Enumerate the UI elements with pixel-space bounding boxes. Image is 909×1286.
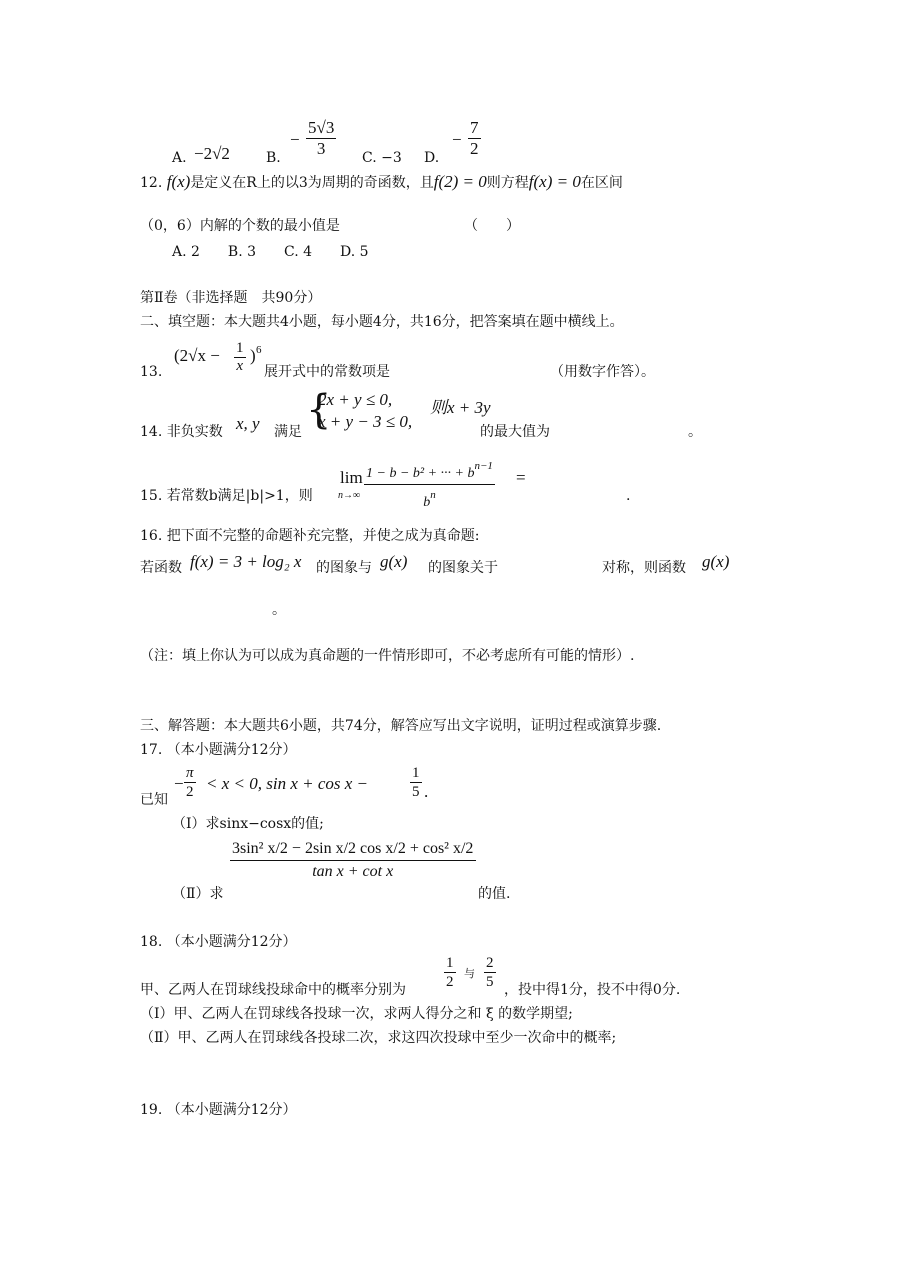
q12-line1: 12. f(x)是定义在R上的以3为周期的奇函数，且f(2) = 0则方程f(x) = 0在区间 bbox=[140, 172, 623, 191]
q18-statement: 甲、乙两人在罚球线投球命中的概率分别为 1 2 与 2 5 ，投中得1分，投不中得0分. bbox=[140, 955, 681, 998]
q11-option-b-fraction: 5√3 3 bbox=[308, 118, 335, 158]
q18-prob-2: 2 5 bbox=[486, 955, 494, 990]
q11-option-b-label: B. bbox=[266, 150, 281, 166]
q16-heading: 16. 把下面不完整的命题补充完整，并使之成为真命题: bbox=[140, 528, 480, 544]
q14-vars: x, y bbox=[236, 414, 260, 433]
q18-heading: 18. （本小题满分12分） bbox=[140, 934, 297, 950]
q17-one-fifth: 1 5 bbox=[412, 765, 420, 800]
q12-equation: f(x) = 0 bbox=[528, 172, 581, 191]
q15: 15. 若常数b满足|b|>1，则 lim n→∞ 1 − b − b² + ··· + $b^{n-1}$ $b^n$ = . bbox=[140, 456, 840, 504]
q18-part1: （Ⅰ）甲、乙两人在罚球线各投球一次，求两人得分之和 ξ 的数学期望; bbox=[140, 1006, 573, 1022]
q11-option-d-label: D. bbox=[424, 150, 440, 166]
q17-heading: 17. （本小题满分12分） bbox=[140, 742, 297, 758]
q17-pi-over-2: π 2 bbox=[186, 765, 194, 800]
q15-fraction: 1 − b − b² + ··· + $b^{n-1}$ $b^n$ bbox=[366, 460, 493, 510]
q16-statement: 若函数 f(x) = 3 + log₂ x 的图象与 g(x) 的图象关于 对称，则函数 g(x) bbox=[140, 552, 730, 576]
q13-note: （用数字作答）。 bbox=[550, 364, 655, 380]
q12-condition: f(2) = 0 bbox=[433, 172, 487, 191]
q13: 13. (2√x − 1 x ) 6 展开式中的常数项是 （用数字作答）。 bbox=[140, 340, 655, 380]
q14-objective: 则x + 3y bbox=[430, 398, 491, 417]
q12-line2: （0，6）内解的个数的最小值是 bbox=[140, 218, 340, 234]
q16-gx: g(x) bbox=[380, 552, 408, 571]
part2-section-heading: 二、填空题：本大题共4小题，每小题4分，共16分，把答案填在题中横线上。 bbox=[140, 314, 624, 330]
q11-option-a-value: −2√2 bbox=[194, 144, 230, 163]
q11-option-d-fraction: 7 2 bbox=[470, 118, 479, 158]
q12-answer-paren: （ ） bbox=[464, 218, 520, 234]
q17-given: 已知 − π 2 < x < 0, sin x + cos x − 1 5 . bbox=[140, 765, 429, 808]
q13-expression: (2√x − bbox=[174, 346, 220, 365]
q16-gx-2: g(x) bbox=[702, 552, 730, 571]
q18-part2: （Ⅱ）甲、乙两人在罚球线各投球二次，求这四次投球中至少一次命中的概率; bbox=[140, 1030, 617, 1046]
q14-inequality-1: 2x + y ≤ 0, bbox=[318, 390, 393, 409]
part3-section-heading: 三、解答题：本大题共6小题，共74分，解答应写出文字说明，证明过程或演算步骤. bbox=[140, 718, 662, 734]
q11-option-c: C. −3 bbox=[362, 150, 402, 166]
q18-prob-1: 1 2 bbox=[446, 955, 454, 990]
q13-power: 6 bbox=[256, 344, 262, 356]
q16-note: （注：填上你认为可以成为真命题的一件情形即可，不必考虑所有可能的情形）. bbox=[140, 648, 635, 664]
q13-fraction: 1 x bbox=[236, 340, 244, 374]
q14: 14. 非负实数 x, y 满足 { 2x + y ≤ 0, x + y − 3 ≤ 0, 则x + 3y 的最大值为 。 bbox=[140, 387, 702, 440]
q16-end: 。 bbox=[272, 602, 286, 618]
q17-condition: < x < 0, sin x + cos x − bbox=[206, 774, 369, 793]
part2-title: 第Ⅱ卷（非选择题 共90分） bbox=[140, 290, 322, 306]
q17-part2: （Ⅱ）求 3sin² x/2 − 2sin x/2 cos x/2 + cos² x/2 tan x + cot x 的值. bbox=[172, 840, 511, 902]
q12-options: A. 2 B. 3 C. 4 D. 5 bbox=[172, 244, 369, 260]
q19-heading: 19. （本小题满分12分） bbox=[140, 1102, 297, 1118]
q12-fx: f(x) bbox=[166, 172, 191, 191]
q11-option-a-label: A. bbox=[172, 150, 187, 166]
q15-lim-sub: n→∞ bbox=[338, 490, 361, 501]
q15-lim: lim bbox=[340, 468, 363, 487]
q17-fraction: 3sin² x/2 − 2sin x/2 cos x/2 + cos² x/2 tan x + cot x bbox=[228, 838, 477, 883]
q16-function: f(x) = 3 + log₂ x bbox=[190, 552, 302, 571]
q14-inequality-2: x + y − 3 ≤ 0, bbox=[318, 412, 413, 431]
q17-part1: （I）求sinx−cosx的值; bbox=[172, 816, 324, 832]
